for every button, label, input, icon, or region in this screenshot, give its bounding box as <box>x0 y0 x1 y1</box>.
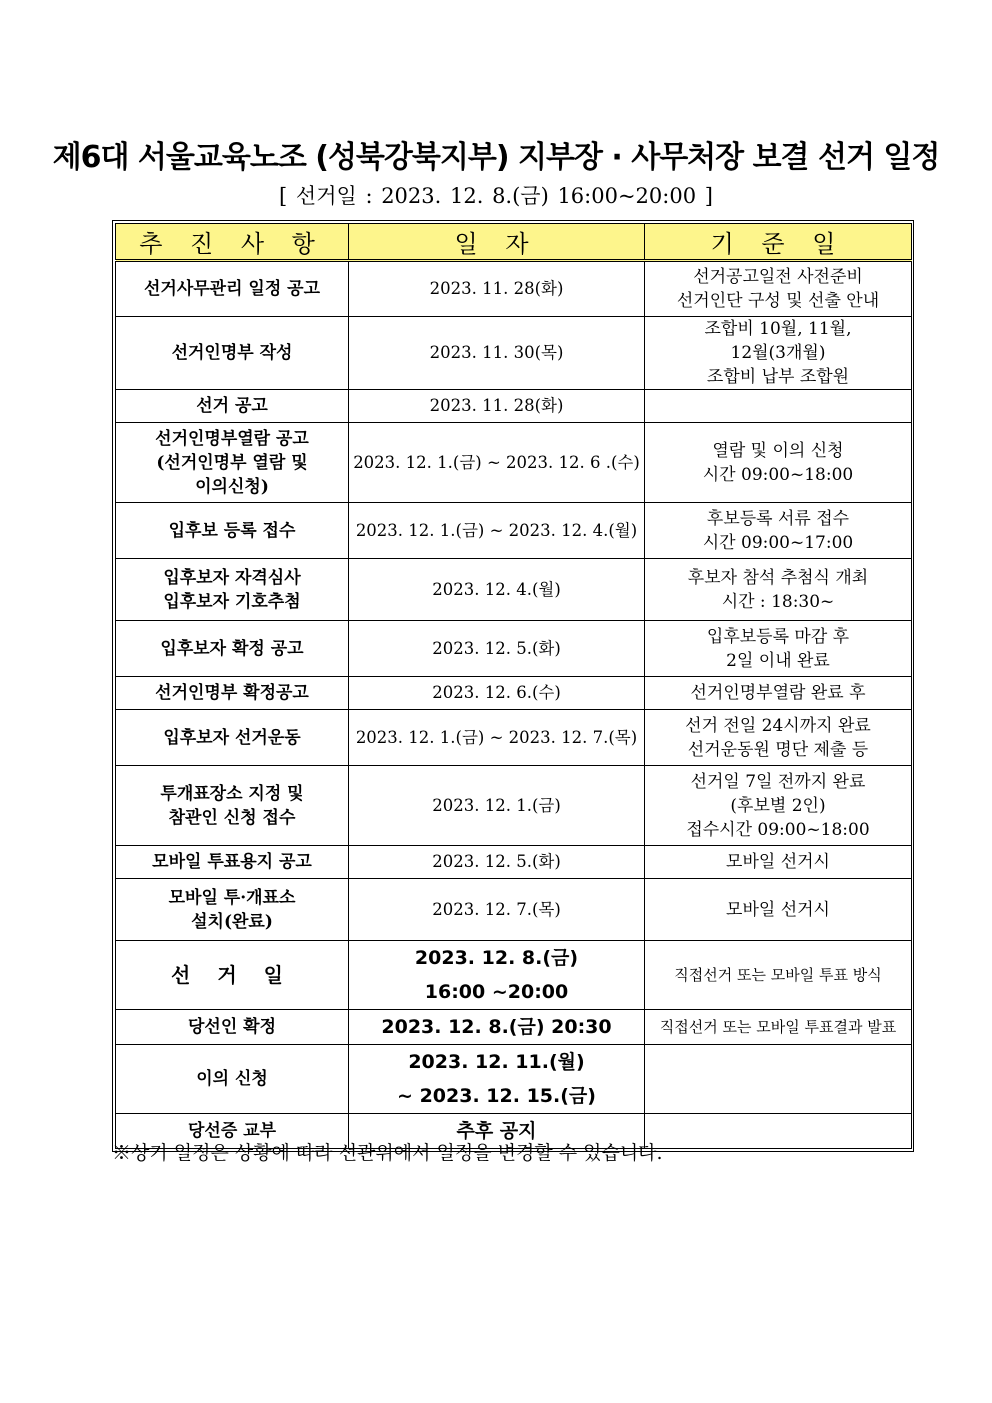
cell-line: 입후보자 선거운동 <box>163 727 301 748</box>
table-row <box>116 423 912 503</box>
election-date-subtitle: [ 선거일 : 2023. 12. 8.(금) 16:00~20:00 ] <box>279 184 713 208</box>
cell-basis <box>645 710 912 766</box>
cell-basis <box>645 423 912 503</box>
cell-item <box>116 559 349 621</box>
cell-date <box>349 559 645 621</box>
cell-line: 2023. 12. 5.(화) <box>432 638 561 658</box>
cell-line: 선 거 일 <box>171 963 293 987</box>
document-title: 제6대 서울교육노조 (성북강북지부) 지부장 · 사무처장 보결 선거 일정 <box>52 140 940 175</box>
cell-basis <box>645 1045 912 1114</box>
cell-line: 2023. 12. 5.(화) <box>432 852 561 871</box>
cell-line: 2023. 12. 6.(수) <box>432 683 561 702</box>
cell-date <box>349 677 645 710</box>
cell-basis <box>645 846 912 879</box>
cell-basis <box>645 559 912 621</box>
cell-line: 시간 : 18:30~ <box>721 591 835 612</box>
header-basis: 기 준 일 <box>645 224 912 261</box>
cell-item <box>116 423 349 503</box>
cell-line: 투개표장소 지정 및 <box>160 783 304 804</box>
cell-basis <box>645 941 912 1010</box>
table-row <box>116 879 912 941</box>
cell-date <box>349 1010 645 1045</box>
cell-date <box>349 390 645 423</box>
cell-line: 직접선거 또는 모바일 투표결과 발표 <box>659 1018 897 1036</box>
cell-line: 선거공고일전 사전준비 <box>693 267 863 287</box>
table-row <box>116 766 912 846</box>
cell-item <box>116 1010 349 1045</box>
cell-basis <box>645 1010 912 1045</box>
cell-line: 선거인명부 확정공고 <box>155 683 309 703</box>
cell-basis <box>645 621 912 677</box>
header-item: 추 진 사 항 <box>116 224 349 261</box>
cell-line: ~ 2023. 12. 15.(금) <box>397 1085 596 1107</box>
cell-item <box>116 846 349 879</box>
cell-date <box>349 879 645 941</box>
cell-line: 조합비 납부 조합원 <box>706 367 850 387</box>
cell-basis <box>645 317 912 390</box>
cell-line: 선거인명부 작성 <box>171 343 293 363</box>
cell-item <box>116 261 349 317</box>
table-row <box>116 1045 912 1114</box>
table-row <box>116 677 912 710</box>
cell-basis <box>645 766 912 846</box>
cell-line: 설치(완료) <box>191 911 273 932</box>
cell-line: 참관인 신청 접수 <box>168 807 296 828</box>
table-header-row <box>116 224 912 261</box>
cell-line: 선거인명부열람 완료 후 <box>690 683 866 703</box>
table-row <box>116 941 912 1010</box>
cell-line: 선거 공고 <box>196 396 268 416</box>
cell-date <box>349 317 645 390</box>
cell-basis <box>645 390 912 423</box>
cell-item <box>116 677 349 710</box>
cell-line: 2023. 11. 28(화) <box>429 396 564 415</box>
cell-line: 조합비 10월, 11월, <box>704 319 852 339</box>
cell-line: 2023. 11. 30(목) <box>429 343 564 362</box>
cell-line: 12월(3개월) <box>730 343 826 363</box>
table-row <box>116 559 912 621</box>
cell-date <box>349 261 645 317</box>
cell-line: (선거인명부 열람 및 <box>156 452 308 473</box>
cell-item <box>116 879 349 941</box>
cell-line: 16:00 ~20:00 <box>424 981 569 1003</box>
cell-item <box>116 766 349 846</box>
cell-line: 추후 공지 <box>456 1120 537 1142</box>
table-body <box>116 261 912 1149</box>
cell-line: 입후보자 자격심사 <box>163 567 301 588</box>
cell-line: 입후보등록 마감 후 <box>706 626 850 647</box>
cell-date <box>349 1045 645 1114</box>
cell-basis <box>645 879 912 941</box>
cell-line: 2023. 12. 4.(월) <box>432 579 561 599</box>
cell-line: 당선증 교부 <box>187 1121 277 1141</box>
cell-line: 선거일 7일 전까지 완료 <box>690 771 866 792</box>
cell-basis <box>645 503 912 559</box>
cell-line: (후보별 2인) <box>730 795 826 816</box>
cell-line: 선거 전일 24시까지 완료 <box>685 715 871 736</box>
table-row <box>116 710 912 766</box>
cell-line: 2023. 12. 8.(금) <box>414 947 579 969</box>
table-row <box>116 1010 912 1045</box>
cell-item <box>116 390 349 423</box>
footnote: ※상기 일정은 상황에 따라 선관위에서 일정을 변경할 수 있습니다. <box>112 1142 663 1164</box>
cell-line: 선거운동원 명단 제출 등 <box>687 739 869 760</box>
header-date: 일 자 <box>349 224 645 261</box>
cell-line: 모바일 투표용지 공고 <box>152 852 312 872</box>
cell-line: 모바일 선거시 <box>726 852 830 872</box>
table-row <box>116 621 912 677</box>
cell-line: 접수시간 09:00~18:00 <box>686 819 870 840</box>
cell-line: 선거인명부열람 공고 <box>155 428 309 449</box>
cell-line: 2일 이내 완료 <box>726 650 830 671</box>
cell-item <box>116 710 349 766</box>
cell-item <box>116 503 349 559</box>
cell-basis <box>645 677 912 710</box>
cell-line: 이의 신청 <box>196 1069 268 1089</box>
cell-basis <box>645 261 912 317</box>
cell-basis <box>645 1114 912 1149</box>
cell-line: 직접선거 또는 모바일 투표 방식 <box>674 966 882 984</box>
cell-line: 선거사무관리 일정 공고 <box>143 279 321 299</box>
schedule-table <box>115 223 912 1149</box>
cell-item <box>116 317 349 390</box>
cell-date <box>349 503 645 559</box>
cell-line: 후보자 참석 추첨식 개최 <box>687 567 869 588</box>
cell-line: 2023. 12. 1.(금) ~ 2023. 12. 4.(월) <box>355 520 638 540</box>
cell-line: 시간 09:00~18:00 <box>702 464 854 485</box>
cell-line: 모바일 선거시 <box>726 899 830 920</box>
cell-line: 입후보자 확정 공고 <box>160 638 304 659</box>
cell-line: 이의신청) <box>195 476 269 497</box>
cell-line: 시간 09:00~17:00 <box>702 532 854 553</box>
cell-item <box>116 621 349 677</box>
cell-line: 당선인 확정 <box>187 1017 277 1037</box>
cell-line: 2023. 12. 11.(월) <box>408 1051 585 1073</box>
table-row <box>116 317 912 390</box>
cell-date <box>349 846 645 879</box>
cell-date <box>349 710 645 766</box>
table-row <box>116 846 912 879</box>
schedule-table-frame <box>112 220 914 1152</box>
cell-item <box>116 1045 349 1114</box>
cell-line: 선거인단 구성 및 선출 안내 <box>676 291 880 311</box>
cell-line: 2023. 12. 1.(금) ~ 2023. 12. 7.(목) <box>355 727 638 747</box>
cell-date <box>349 766 645 846</box>
cell-date <box>349 621 645 677</box>
cell-line: 열람 및 이의 신청 <box>712 440 844 461</box>
cell-line: 2023. 12. 8.(금) 20:30 <box>381 1016 612 1038</box>
cell-line: 2023. 11. 28(화) <box>429 279 564 298</box>
table-row <box>116 390 912 423</box>
cell-line: 2023. 12. 1.(금) ~ 2023. 12. 6 .(수) <box>353 452 640 472</box>
table-row <box>116 261 912 317</box>
table-row <box>116 503 912 559</box>
cell-item <box>116 941 349 1010</box>
cell-line: 입후보 등록 접수 <box>168 520 296 541</box>
cell-line: 모바일 투·개표소 <box>168 887 296 908</box>
cell-line: 2023. 12. 7.(목) <box>432 899 561 919</box>
cell-line: 후보등록 서류 접수 <box>706 508 850 529</box>
cell-date <box>349 941 645 1010</box>
cell-line: 2023. 12. 1.(금) <box>432 795 561 815</box>
cell-line: 입후보자 기호추첨 <box>163 591 301 612</box>
cell-date <box>349 423 645 503</box>
